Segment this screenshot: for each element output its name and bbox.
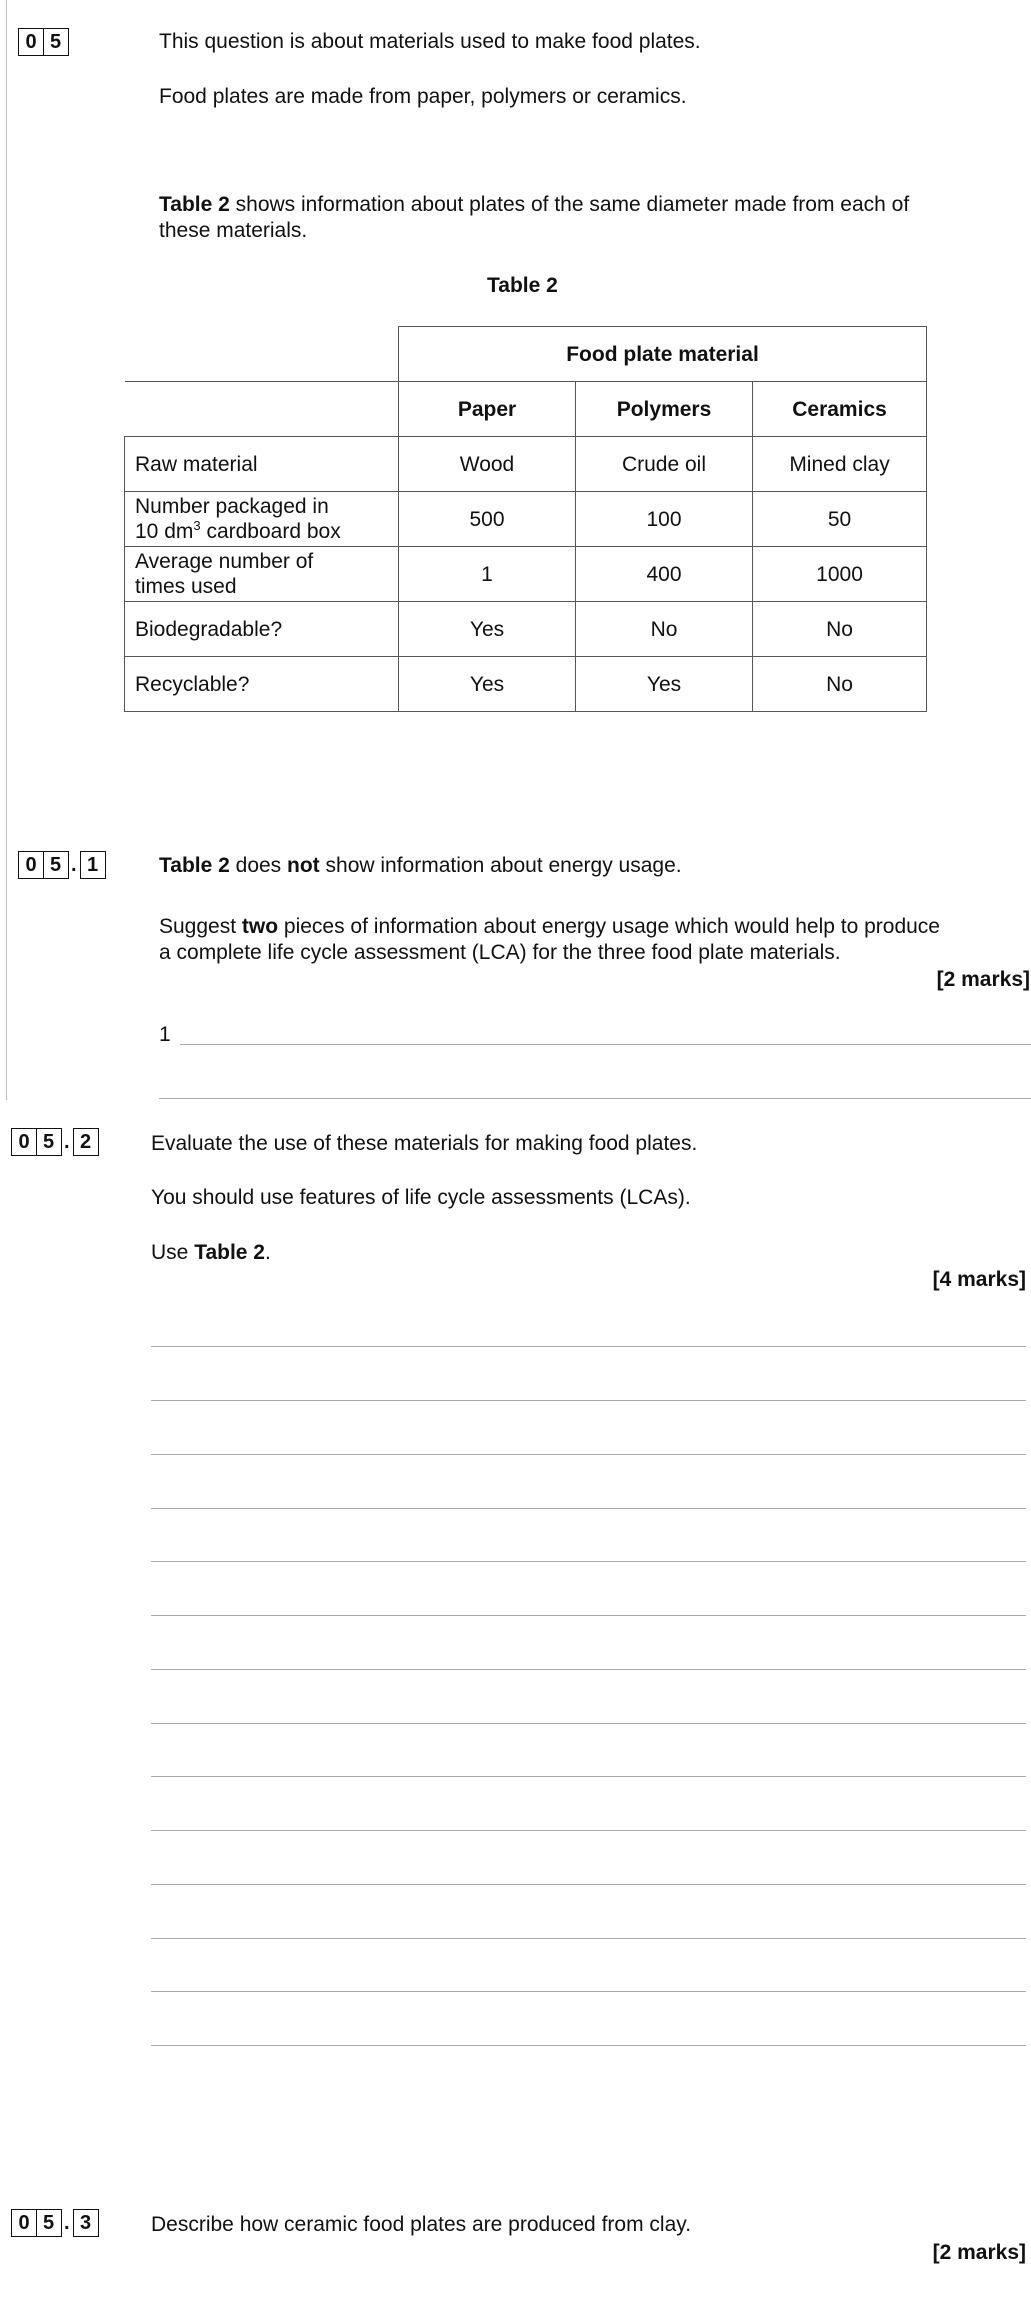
q051-emphasis: not <box>287 854 320 877</box>
table-cell: Yes <box>399 602 576 657</box>
row-label: Raw material <box>125 437 399 492</box>
answer-line[interactable] <box>159 1098 1031 1099</box>
q05-table-intro <box>159 192 909 218</box>
question-number-05-3 <box>11 2209 97 2237</box>
table-cell: Crude oil <box>576 437 753 492</box>
table-row <box>125 492 927 547</box>
row-label-line: Average number of <box>135 550 314 573</box>
row-label-line <box>135 519 388 544</box>
table-row <box>125 547 927 602</box>
q051-text: Suggest <box>159 915 242 938</box>
digit-box: 5 <box>36 1128 62 1156</box>
digit-box: 0 <box>18 28 44 56</box>
row-label-part: cardboard box <box>200 520 341 543</box>
q051-text: pieces of information about energy usage which would help to produce <box>278 915 940 938</box>
digit-box: 5 <box>36 2209 62 2237</box>
digit-box: 2 <box>73 1128 99 1156</box>
q05-table-intro-line2: these materials. <box>159 219 308 242</box>
row-label: Biodegradable? <box>125 602 399 657</box>
table-cell: 1 <box>399 547 576 602</box>
table-cell: 500 <box>399 492 576 547</box>
table-cell: No <box>576 602 753 657</box>
table-row <box>125 657 927 712</box>
answer-line[interactable] <box>151 1561 1026 1562</box>
table-empty-corner <box>125 327 399 382</box>
table-cell: No <box>753 602 927 657</box>
answer-line[interactable] <box>151 1346 1026 1347</box>
q053-line1: Describe how ceramic food plates are produced from clay. <box>151 2213 692 2236</box>
q051-line2 <box>159 914 940 940</box>
column-header-polymers: Polymers <box>576 382 753 437</box>
table-header-row <box>125 382 927 437</box>
answer-line[interactable] <box>151 2045 1026 2046</box>
q05-intro-line1: This question is about materials used to make food plates. <box>159 30 701 53</box>
answer-line[interactable] <box>151 1723 1026 1724</box>
superscript: 3 <box>193 518 201 533</box>
number-dot: . <box>64 2211 70 2234</box>
q053-marks: [2 marks] <box>932 2241 1026 2264</box>
q052-marks: [4 marks] <box>932 1268 1026 1291</box>
table-cell: 100 <box>576 492 753 547</box>
answer-line[interactable] <box>151 1400 1026 1401</box>
column-header-ceramics: Ceramics <box>753 382 927 437</box>
table-2 <box>124 326 927 712</box>
table-cell: 50 <box>753 492 927 547</box>
q052-line3 <box>151 1240 271 1266</box>
q05-intro-line2: Food plates are made from paper, polymers or ceramics. <box>159 85 687 108</box>
table-row <box>125 602 927 657</box>
row-label <box>125 492 399 547</box>
digit-box: 0 <box>11 1128 37 1156</box>
answer-line[interactable] <box>151 1830 1026 1831</box>
q052-text: . <box>265 1241 271 1264</box>
table-cell: Wood <box>399 437 576 492</box>
q051-text: does <box>229 854 288 877</box>
q051-line1 <box>159 853 682 879</box>
table-empty-corner <box>125 382 399 437</box>
q052-text: Use <box>151 1241 195 1264</box>
table-cell: 400 <box>576 547 753 602</box>
row-label-line: times used <box>135 575 237 598</box>
q051-marks: [2 marks] <box>936 968 1030 991</box>
row-label: Recyclable? <box>125 657 399 712</box>
answer-line[interactable] <box>151 1776 1026 1777</box>
q052-line1: Evaluate the use of these materials for making food plates. <box>151 1132 698 1155</box>
table-row <box>125 437 927 492</box>
table-cell: Yes <box>399 657 576 712</box>
table-cell: 1000 <box>753 547 927 602</box>
table-intro-text: shows information about plates of the same diameter made from each of <box>229 193 910 216</box>
digit-box: 0 <box>11 2209 37 2237</box>
answer-line[interactable] <box>151 1454 1026 1455</box>
table-ref: Table 2 <box>159 854 230 877</box>
margin-rule <box>6 0 7 1100</box>
answer-line[interactable] <box>151 1938 1026 1939</box>
answer-number: 1 <box>159 1023 171 1046</box>
digit-box: 0 <box>18 851 44 879</box>
question-number-05-2 <box>11 1128 97 1156</box>
answer-line[interactable] <box>151 1615 1026 1616</box>
digit-box: 3 <box>73 2209 99 2237</box>
q051-text: show information about energy usage. <box>319 854 682 877</box>
q052-line2: You should use features of life cycle assessments (LCAs). <box>151 1186 691 1209</box>
table-group-header: Food plate material <box>399 327 927 382</box>
digit-box: 1 <box>80 851 106 879</box>
answer-line[interactable] <box>180 1044 1031 1045</box>
column-header-paper: Paper <box>399 382 576 437</box>
table-ref: Table 2 <box>159 193 230 216</box>
answer-line[interactable] <box>151 1669 1026 1670</box>
table-cell: Mined clay <box>753 437 927 492</box>
row-label-line: Number packaged in <box>135 495 329 518</box>
q051-line3: a complete life cycle assessment (LCA) for the three food plate materials. <box>159 941 841 964</box>
table-ref: Table 2 <box>194 1241 265 1264</box>
table-cell: Yes <box>576 657 753 712</box>
answer-line[interactable] <box>151 1884 1026 1885</box>
table-header-group-row <box>125 327 927 382</box>
question-number-05 <box>18 28 67 56</box>
answer-line[interactable] <box>151 1991 1026 1992</box>
number-dot: . <box>71 853 77 876</box>
row-label-part: 10 dm <box>135 520 194 543</box>
answer-line[interactable] <box>151 1508 1026 1509</box>
table-title: Table 2 <box>487 274 558 297</box>
q051-emphasis: two <box>241 915 279 938</box>
table-cell: No <box>753 657 927 712</box>
row-label <box>125 547 399 602</box>
digit-box: 5 <box>43 851 69 879</box>
number-dot: . <box>64 1130 70 1153</box>
digit-box: 5 <box>43 28 69 56</box>
question-number-05-1 <box>18 851 104 879</box>
